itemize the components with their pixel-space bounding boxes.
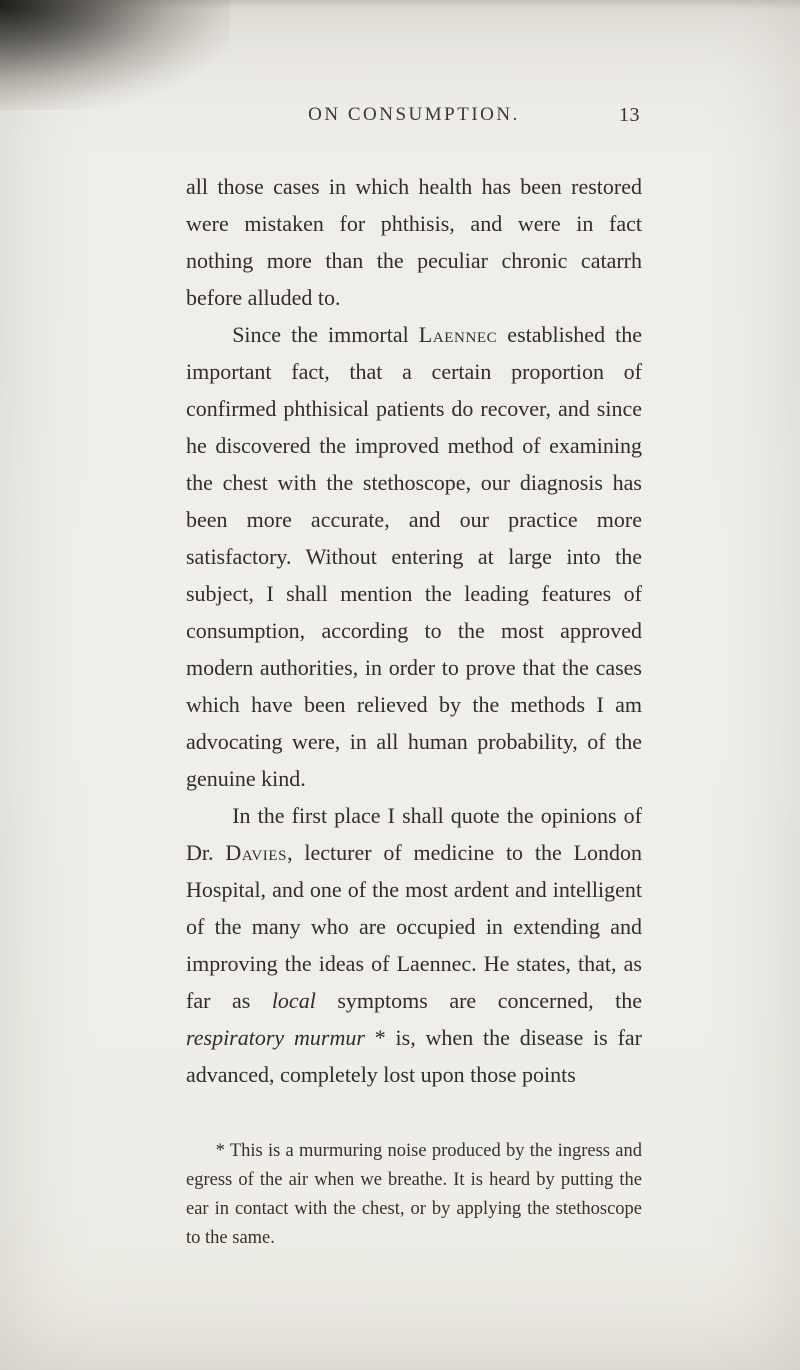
footnote-marker: * [215, 1141, 225, 1161]
paragraph-text: symptoms are concerned, the [315, 988, 643, 1013]
running-title: ON CONSUMPTION. [308, 104, 520, 125]
paragraph-text: , lecturer of medicine to the London Hospital, and one of the most ardent and intelligent of the many who are occupied in extending and improving the ideas of Laennec. He states, that, as far as [186, 840, 643, 1013]
page-number: 13 [619, 104, 640, 126]
body-paragraph-2 [186, 316, 642, 797]
emphasis-local: local [271, 988, 316, 1013]
page-curl-shadow [0, 0, 230, 110]
text-block [186, 102, 642, 1253]
body-paragraph-3 [186, 797, 642, 1093]
page-header [186, 102, 642, 128]
body-paragraph-1 [186, 168, 642, 316]
scan-edge-shadow [0, 0, 800, 10]
paragraph-text: Since the immortal [232, 322, 419, 347]
footnote [186, 1137, 642, 1253]
person-name-davies: Davies [225, 840, 288, 865]
paragraph-text: all those cases in which health has been restored were mistaken for phthisis, and were in fact nothing more than the peculiar chronic catarrh before alluded to. [186, 174, 642, 310]
paragraph-text: In the first place I shall quote the opinions of Dr. [186, 803, 642, 865]
footnote-text: This is a murmuring noise produced by the ingress and egress of the air when we breathe. It is heard by putting the ear in contact with the chest, or by applying the stethoscope to the same. [186, 1141, 642, 1248]
paragraph-text: established the important fact, that a certain proportion of confirmed phthisical patients do recover, and since he discovered the improved method of examining the chest with the stethoscope, our diagnosis has been more accurate, and our practice more satisfactory. Without entering at large into the subject, I shall mention the leading features of consumption, according to the most approved modern authorities, in order to prove that the cases which have been relieved by the methods I am advocating were, in all human probability, of the genuine kind. [186, 322, 642, 791]
body-text [186, 168, 642, 1093]
emphasis-respiratory-murmur: respiratory murmur [186, 1025, 365, 1050]
paragraph-text: * is, when the disease is far advanced, completely lost upon those points [186, 1025, 642, 1087]
person-name-laennec: Laennec [418, 322, 498, 347]
